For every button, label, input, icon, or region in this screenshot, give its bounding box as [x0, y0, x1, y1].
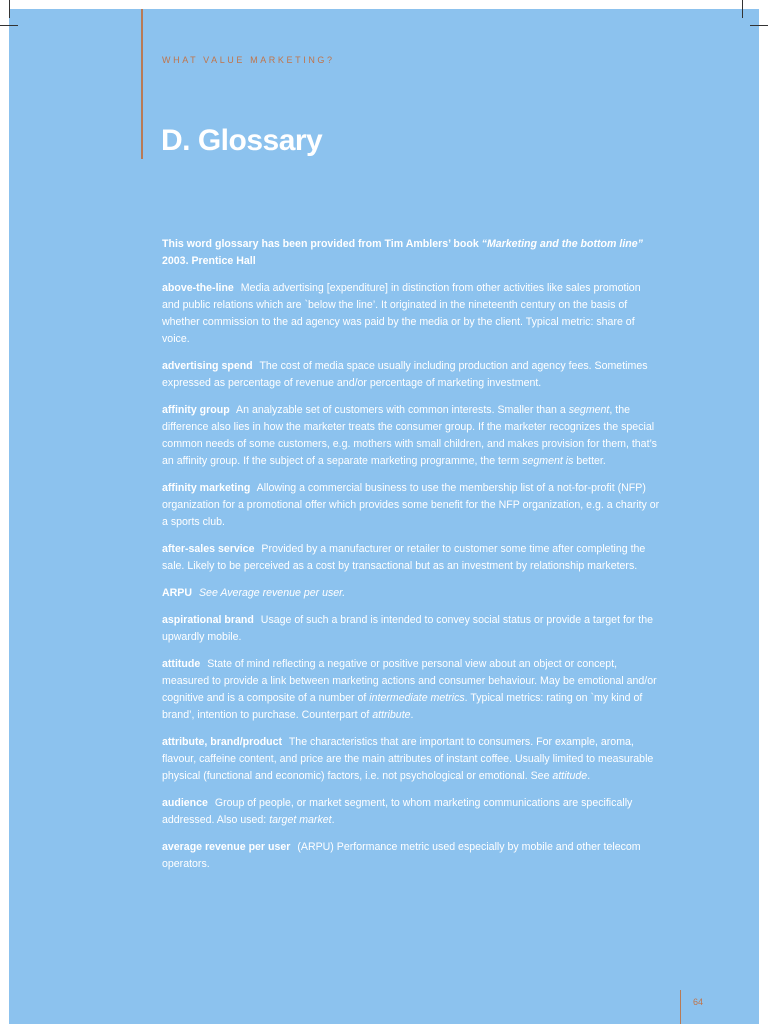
glossary-term: affinity marketing [162, 482, 251, 494]
glossary-term: above-the-line [162, 282, 234, 294]
glossary-term: attitude [162, 658, 201, 670]
glossary-entry-affinity-group: affinity group An analyzable set of customers with common interests. Smaller than a segment, the difference also lies in how the marketer treats the consumer group. If the marketer recognizes the special common needs of some customers, e.g. mothers with small children, and makes provision for them, that’s an affinity group. If the subject of a separate marketing programme, the term segment is better. [162, 404, 657, 467]
glossary-definition: Allowing a commercial business to use the membership list of a not-for-profit (NFP) organization for a promotional offer which provides some benefit for the NFP organization, e.g. a charity or a sports club. [162, 482, 660, 528]
page-number: 64 [693, 997, 704, 1007]
glossary-cross-reference: See Average revenue per user. [198, 587, 346, 599]
glossary-term: after-sales service [162, 543, 255, 555]
glossary-content [162, 236, 660, 883]
glossary-entry-average-revenue-per-user [162, 839, 660, 873]
glossary-term: attribute, brand/product [162, 736, 283, 748]
glossary-term: average revenue per user [162, 841, 291, 853]
crop-mark-top-right-v [742, 0, 743, 18]
glossary-entry-attitude: attitude State of mind reflecting a negative or positive personal view about an object or concept, measured to provide a link between marketing actions and consumer behaviour. May be emotional and/or cognitive and is a composite of a number of intermediate metrics. Typical metrics: rating on `my kind of brand’, intention to purchase. Counterpart of attribute. [162, 658, 657, 721]
glossary-definition: Media advertising [expenditure] in distinction from other activities like sales promotion and public relations which are `below the line’. It originated in the nineteenth century on the basis of whether commission to the ad agency was paid by the media or by the client. Typical metric: share of voice. [162, 282, 641, 345]
glossary-entry-above-the-line [162, 280, 660, 348]
crop-mark-top-right-h [750, 25, 768, 26]
page-title: D. Glossary [161, 124, 323, 157]
glossary-definition: The cost of media space usually including production and agency fees. Sometimes expressed as percentage of revenue and/or percentage of marketing investment. [162, 360, 648, 389]
glossary-entry-advertising-spend [162, 358, 660, 392]
glossary-term: audience [162, 797, 208, 809]
glossary-definition: Provided by a manufacturer or retailer to customer some time after completing the sale. Likely to be perceived as a cost by transactional but as an investment by relationship marketers. [162, 543, 646, 572]
glossary-entry-after-sales-service [162, 541, 660, 575]
glossary-entry-affinity-marketing [162, 480, 660, 531]
glossary-term: advertising spend [162, 360, 253, 372]
glossary-term: aspirational brand [162, 614, 254, 626]
header-vertical-rule [141, 9, 143, 159]
glossary-term: affinity group [162, 404, 230, 416]
crop-mark-top-left-h [0, 25, 18, 26]
glossary-definition: Usage of such a brand is intended to convey social status or provide a target for the upwardly mobile. [162, 614, 653, 643]
glossary-definition: (ARPU) Performance metric used especially by mobile and other telecom operators. [162, 841, 641, 870]
glossary-intro: This word glossary has been provided from Tim Amblers’ book “Marketing and the bottom line” 2003. Prentice Hall [162, 238, 643, 267]
glossary-term: ARPU [162, 587, 193, 599]
glossary-entry-audience: audience Group of people, or market segment, to whom marketing communications are specifically addressed. Also used: target market. [162, 797, 633, 826]
glossary-entry-arpu [162, 585, 660, 602]
crop-mark-top-left-v [9, 0, 10, 18]
glossary-entry-aspirational-brand [162, 612, 660, 646]
book-title: “Marketing and the bottom line” [481, 238, 643, 250]
section-kicker: WHAT VALUE MARKETING? [162, 55, 335, 65]
glossary-entry-attribute: attribute, brand/product The characteristics that are important to consumers. For example, aroma, flavour, caffeine content, and price are the main attributes of instant coffee. Usually limited to measurable physical (functional and economic) factors, i.e. not psychological or emotional. See attitude. [162, 736, 654, 782]
footer-vertical-rule [680, 990, 681, 1024]
